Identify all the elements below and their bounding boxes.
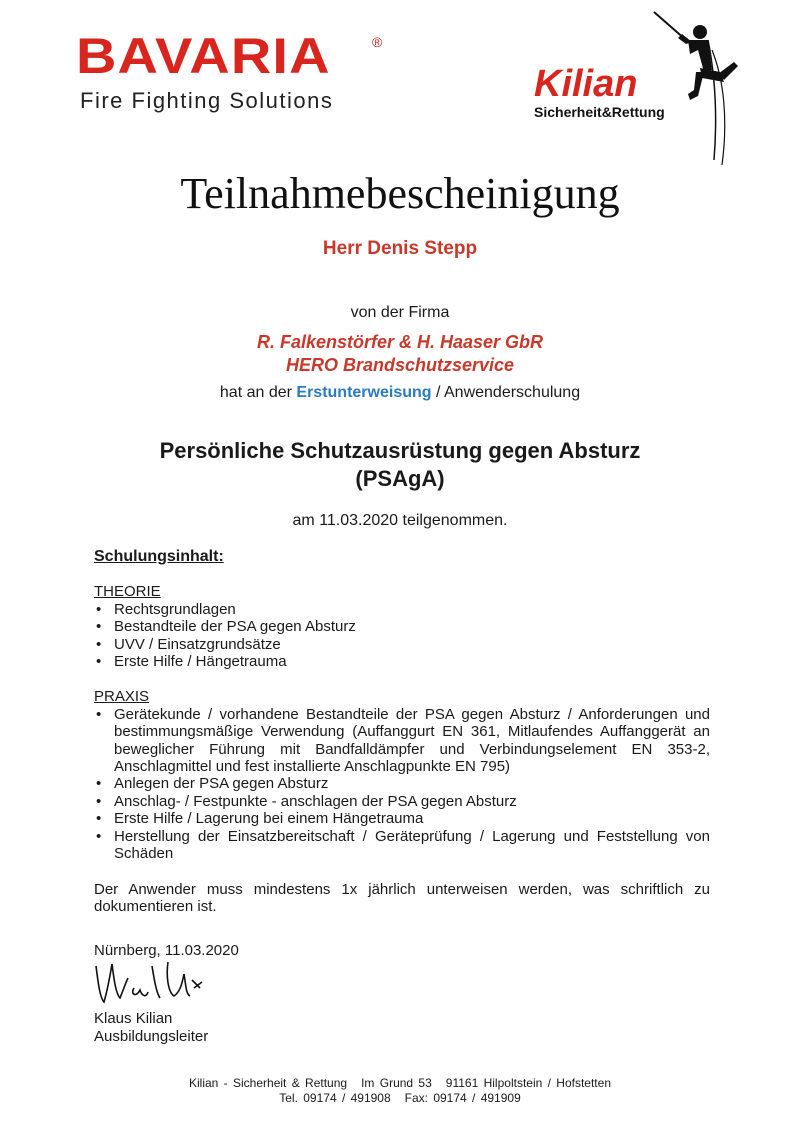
signer-name: Klaus Kilian bbox=[94, 1010, 173, 1027]
praxis-title: PRAXIS bbox=[94, 688, 150, 706]
bavaria-logo-tagline: Fire Fighting Solutions bbox=[80, 88, 334, 113]
bavaria-logo bbox=[76, 28, 396, 118]
course-title-line1: Persönliche Schutzausrüstung gegen Absturz bbox=[159, 438, 641, 463]
training-type-suffix: / Anwenderschulung bbox=[431, 384, 581, 401]
list-item: • UVV / Einsatzgrundsätze bbox=[94, 636, 710, 653]
training-type-prefix: hat an der bbox=[219, 384, 297, 401]
participation-date: am 11.03.2020 teilgenommen. bbox=[292, 512, 508, 529]
signer-role: Ausbildungsleiter bbox=[94, 1028, 209, 1045]
footer-address bbox=[0, 1076, 800, 1090]
bavaria-logo-name: BAVARIA bbox=[76, 28, 331, 84]
footer-tel: Tel. 09174 / 491908 bbox=[279, 1091, 391, 1105]
content-heading: Schulungsinhalt: bbox=[94, 548, 224, 565]
list-item: • Herstellung der Einsatzbereitschaft / Geräteprüfung / Lagerung und Feststellung von Schäden bbox=[94, 828, 710, 863]
climber-icon bbox=[638, 10, 748, 170]
signature-icon bbox=[90, 958, 220, 1018]
course-title-line2: (PSAgA) bbox=[355, 466, 445, 491]
place-date: Nürnberg, 11.03.2020 bbox=[94, 942, 239, 959]
company-name-line1: R. Falkenstörfer & H. Haaser GbR bbox=[256, 332, 544, 352]
list-item: • Erste Hilfe / Hängetrauma bbox=[94, 653, 710, 670]
footer-city: 91161 Hilpoltstein / Hofstetten bbox=[445, 1076, 611, 1090]
kilian-logo-name: Kilian bbox=[534, 63, 638, 105]
registered-mark: ® bbox=[372, 34, 383, 50]
company-intro: von der Firma bbox=[350, 304, 450, 321]
footer-fax: Fax: 09174 / 491909 bbox=[404, 1091, 521, 1105]
training-type-highlight: Erstunterweisung bbox=[296, 384, 432, 401]
training-type bbox=[0, 384, 800, 402]
footer-contact bbox=[0, 1091, 800, 1105]
list-item: • Gerätekunde / vorhandene Bestandteile der PSA gegen Absturz / Anforderungen und bestimmungsmäßige Verwendung (Auffanggurt EN 361, Mitlaufendes Auffanggerät an beweglicher Führung mit Bandfalldämpfer und Verbindungselement EN 353-2, Anschlagmittel und fest installierte Anschlagpunkte EN 795) bbox=[94, 706, 710, 776]
theorie-list bbox=[94, 601, 710, 671]
requirement-note: Der Anwender muss mindestens 1x jährlich unterweisen werden, was schriftlich zu dokumentieren ist. bbox=[94, 880, 710, 915]
footer-company: Kilian - Sicherheit & Rettung bbox=[189, 1076, 348, 1090]
praxis-list bbox=[94, 706, 710, 863]
list-item: • Bestandteile der PSA gegen Absturz bbox=[94, 618, 710, 635]
certificate-title: Teilnahmebescheinigung bbox=[180, 169, 620, 218]
list-item: • Anlegen der PSA gegen Absturz bbox=[94, 775, 710, 792]
list-item: • Erste Hilfe / Lagerung bei einem Hängetrauma bbox=[94, 810, 710, 827]
kilian-logo-tagline: Sicherheit&Rettung bbox=[534, 104, 665, 120]
training-content bbox=[94, 548, 710, 915]
list-item: • Rechtsgrundlagen bbox=[94, 601, 710, 618]
participant-name: Herr Denis Stepp bbox=[322, 238, 478, 259]
kilian-logo bbox=[528, 10, 778, 170]
footer-street: Im Grund 53 bbox=[361, 1076, 432, 1090]
theorie-title: THEORIE bbox=[94, 583, 161, 601]
list-item: • Anschlag- / Festpunkte - anschlagen der PSA gegen Absturz bbox=[94, 793, 710, 810]
signer-block bbox=[94, 1010, 208, 1046]
company-name-line2: HERO Brandschutzservice bbox=[285, 355, 515, 375]
